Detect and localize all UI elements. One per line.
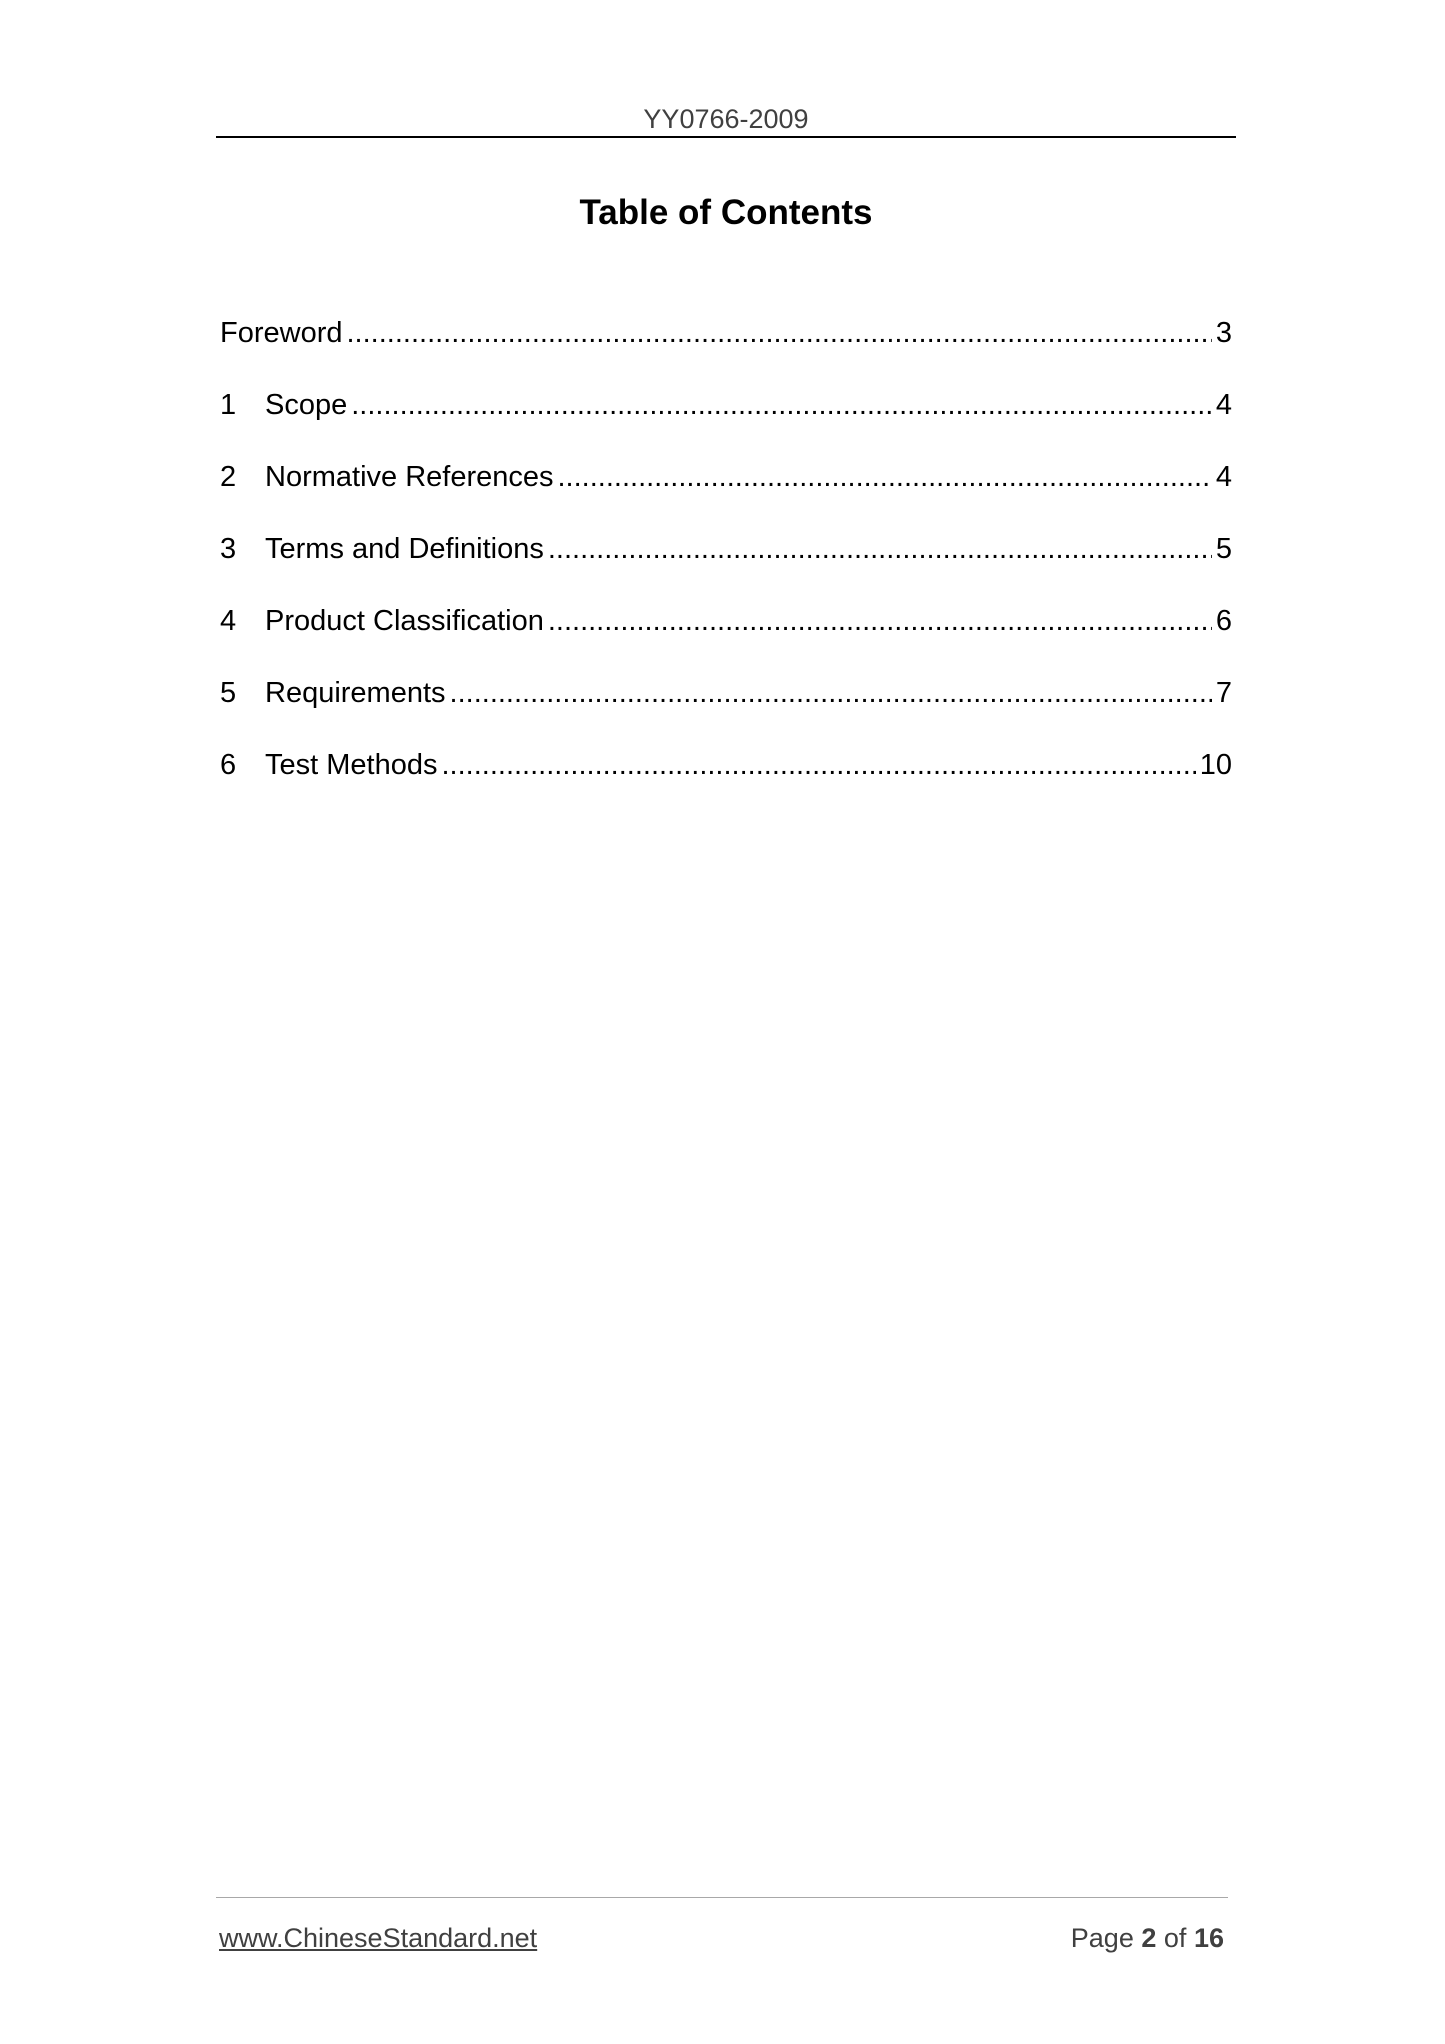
toc-entry-page: 5 [1215,533,1232,565]
toc-dot-leader [548,529,1212,569]
toc-entry-page: 4 [1215,389,1232,421]
footer-website-link[interactable]: www.ChineseStandard.net [219,1923,538,1953]
toc-dot-leader [548,601,1212,641]
toc-entry-number: 1 [220,389,237,421]
toc-entry-label: Terms and Definitions [265,533,544,565]
toc-entry-normative-references[interactable] [220,457,1232,529]
toc-entry-requirements[interactable] [220,673,1232,745]
toc-entry-foreword[interactable] [220,313,1232,385]
toc-entry-label: Scope [265,389,348,421]
toc-entry-number: 6 [220,749,237,781]
toc-entry-page: 3 [1215,317,1232,349]
toc-entry-label: Product Classification [265,605,544,637]
table-of-contents [220,313,1232,817]
toc-entry-product-classification[interactable] [220,601,1232,673]
footer-current-page: 2 [1141,1923,1157,1953]
header-document-code: YY0766-2009 [643,104,809,134]
toc-entry-page: 6 [1215,605,1232,637]
toc-entry-label: Requirements [265,677,446,709]
toc-entry-label: Test Methods [265,749,438,781]
toc-entry-page: 4 [1215,461,1232,493]
toc-entry-label: Foreword [220,317,343,349]
header-divider [216,136,1236,138]
toc-entry-page: 7 [1215,677,1232,709]
footer-page-number [1071,1921,1224,1955]
toc-dot-leader [347,313,1212,353]
toc-entry-terms-and-definitions[interactable] [220,529,1232,601]
toc-entry-scope[interactable] [220,385,1232,457]
toc-entry-number: 4 [220,605,237,637]
toc-entry-number: 5 [220,677,237,709]
toc-dot-leader [558,457,1212,497]
footer-page-of: of [1163,1923,1187,1953]
page-title: Table of Contents [579,193,873,232]
toc-dot-leader [441,745,1195,785]
toc-dot-leader [351,385,1212,425]
footer-total-pages: 16 [1193,1923,1224,1953]
toc-entry-number: 2 [220,461,237,493]
footer-divider [216,1897,1228,1898]
toc-entry-label: Normative References [265,461,554,493]
toc-dot-leader [450,673,1212,713]
footer-page-prefix: Page [1070,1923,1134,1953]
toc-entry-page: 10 [1199,749,1232,781]
toc-entry-test-methods[interactable] [220,745,1232,817]
toc-entry-number: 3 [220,533,237,565]
